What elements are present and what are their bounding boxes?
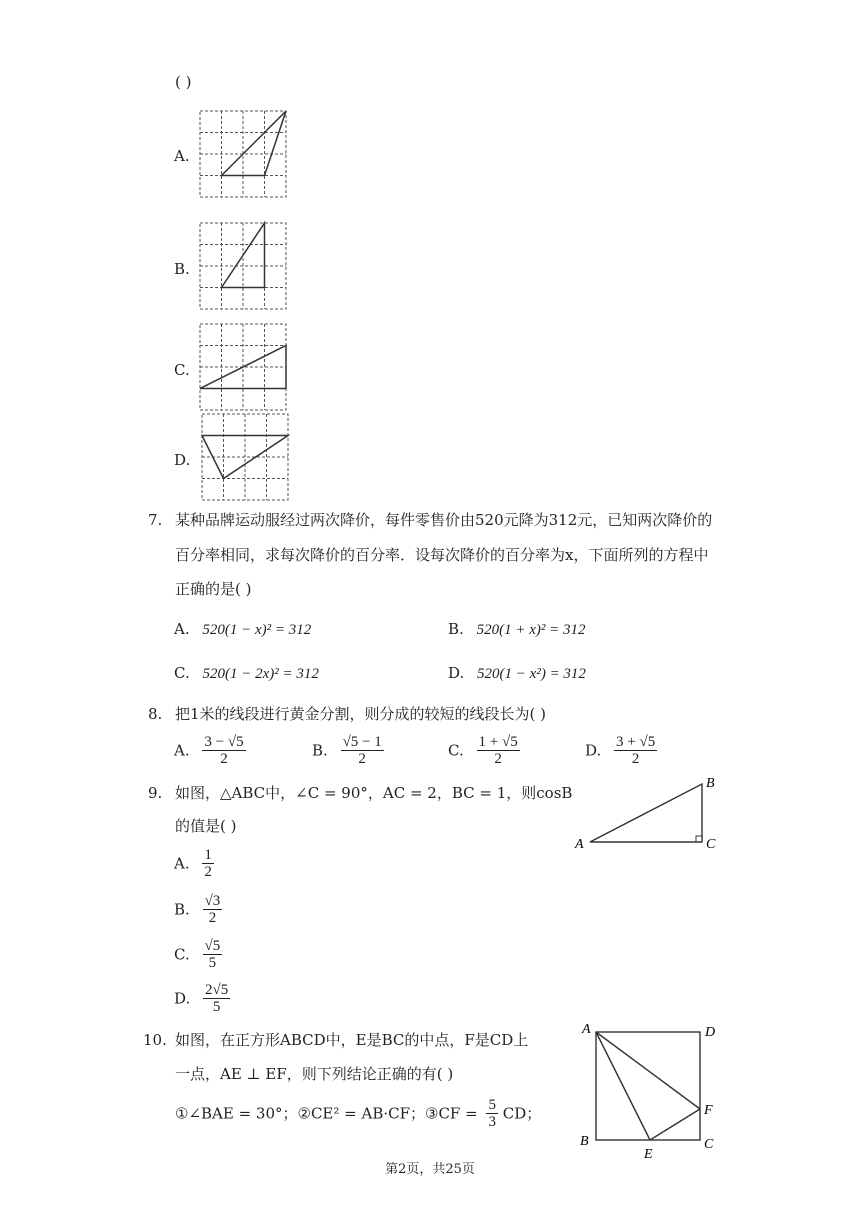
q10-label-b: B [580, 1134, 589, 1149]
q6-option-b-grid-figure [199, 222, 289, 312]
q8-option-c-label: C. [448, 741, 464, 760]
q9-option-c-fraction: $\frac{√5}{5}$ [204, 938, 221, 971]
q7-option-b-label: B. [448, 620, 464, 638]
q9-option-c [174, 938, 222, 971]
q7-text-line3: 正确的是( ) [175, 580, 252, 598]
q10-label-a: A [582, 1022, 591, 1037]
q6-option-d-grid-figure [201, 413, 291, 503]
q9-label-c: C [706, 837, 716, 852]
q10-square-figure [576, 1020, 726, 1160]
q9-triangle-figure [572, 770, 722, 855]
q7-option-b-text: 520(1 + x)² = 312 [476, 622, 586, 638]
q10-statements-part1: ①∠BAE = 30°；②CE² = AB·CF；③CF = [175, 1104, 478, 1123]
q7-option-c-text: 520(1 − 2x)² = 312 [202, 666, 319, 682]
q8-option-a-fraction: $\frac{3 - √5}{2}$ [204, 734, 244, 767]
q9-option-d-label: D. [174, 989, 191, 1008]
q8-option-d-label: D. [585, 741, 602, 760]
q7-text-line1: 某种品牌运动服经过两次降价，每件零售价由520元降为312元，已知两次降价的 [175, 511, 713, 529]
q9-option-d-fraction: $\frac{2√5}{5}$ [205, 982, 229, 1015]
q6-option-a-label: A. [174, 147, 190, 165]
page-footer: 第2页，共25页 [385, 1162, 475, 1177]
q9-label-a: A [575, 837, 584, 852]
q6-option-c-grid-figure [199, 323, 289, 413]
q8-text-line1: 把1米的线段进行黄金分割，则分成的较短的线段长为( ) [175, 705, 547, 723]
q7-number: 7. [148, 511, 163, 529]
q10-fraction: $\frac{5}{3}$ [488, 1097, 496, 1130]
q6-option-d-label: D. [174, 451, 191, 469]
q8-option-b-fraction: $\frac{√5 - 1}{2}$ [342, 734, 382, 767]
q7-option-d-text: 520(1 − x²) = 312 [477, 666, 586, 682]
q10-label-f: F [704, 1103, 713, 1118]
q7-option-c-label: C. [174, 664, 190, 682]
q8-option-d [585, 734, 657, 767]
q9-label-b: B [706, 776, 715, 791]
q9-option-b [174, 893, 222, 926]
q6-option-a-grid-figure [199, 110, 289, 200]
q9-option-b-fraction: $\frac{√3}{2}$ [204, 893, 221, 926]
q7-option-a-label: A. [174, 620, 190, 638]
q9-option-b-label: B. [174, 900, 190, 919]
q10-label-c: C [704, 1137, 714, 1152]
q10-number: 10. [143, 1031, 167, 1049]
q7-text-line2: 百分率相同，求每次降价的百分率．设每次降价的百分率为x，下面所列的方程中 [175, 546, 709, 564]
q7-option-d-label: D. [448, 664, 465, 682]
q6-option-c-label: C. [174, 361, 190, 379]
q9-text-line2: 的值是( ) [175, 817, 237, 835]
q6-option-b-label: B. [174, 260, 190, 278]
q9-option-a-label: A. [174, 854, 190, 873]
q8-option-d-fraction: $\frac{3 + √5}{2}$ [616, 734, 656, 767]
q8-option-a-label: A. [174, 741, 190, 760]
q7-option-a [174, 619, 311, 640]
q6-paren: ( ) [175, 73, 192, 91]
q10-statements [175, 1097, 541, 1130]
q8-option-b-label: B. [312, 741, 328, 760]
q10-label-d: D [705, 1025, 716, 1040]
q9-option-c-label: C. [174, 945, 190, 964]
q9-option-a-fraction: $\frac{1}{2}$ [204, 847, 212, 880]
q7-option-b [448, 619, 585, 640]
q9-option-a [174, 847, 214, 880]
q9-option-d [174, 982, 230, 1015]
q8-option-c-fraction: $\frac{1 + √5}{2}$ [478, 734, 518, 767]
q7-option-a-text: 520(1 − x)² = 312 [202, 622, 312, 638]
q10-label-e: E [644, 1147, 653, 1162]
q10-statements-part2: CD； [502, 1104, 542, 1123]
q9-text-line1: 如图，△ABC中，∠C = 90°，AC = 2，BC = 1，则cosB [175, 784, 573, 802]
q10-text-line2: 一点，AE ⊥ EF，则下列结论正确的有( ) [175, 1065, 454, 1083]
q8-option-c [448, 734, 520, 767]
q7-option-d [448, 663, 586, 684]
q9-number: 9. [148, 784, 163, 802]
q10-text-line1: 如图，在正方形ABCD中，E是BC的中点，F是CD上 [175, 1031, 529, 1049]
q8-option-a [174, 734, 246, 767]
q8-number: 8. [148, 705, 163, 723]
q7-option-c [174, 663, 319, 684]
q8-option-b [312, 734, 384, 767]
